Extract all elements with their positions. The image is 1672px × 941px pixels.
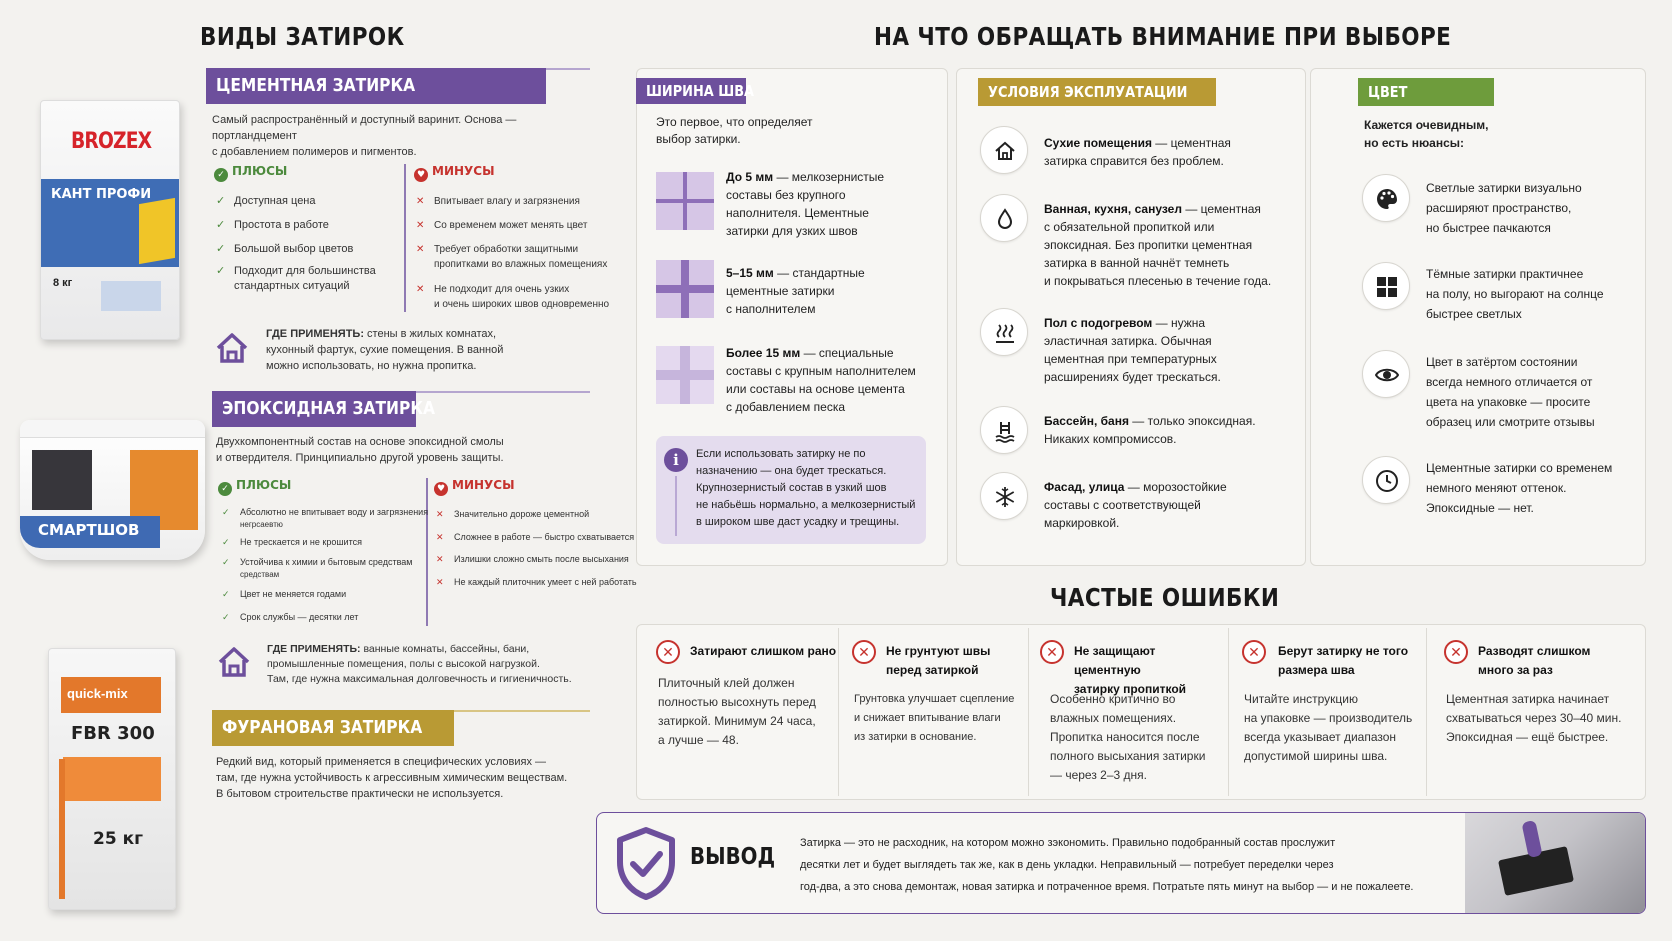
cement-plus-item: ✓ Доступная цена <box>216 195 316 207</box>
width-intro: Это первое, что определяет выбор затирки. <box>656 115 813 146</box>
color-intro: Кажется очевидным, но есть нюансы: <box>1364 118 1489 150</box>
width-item-narrow: До 5 мм — мелкозернистые составы без крупного наполнителя. Цементные затирки для узких швов <box>726 170 885 238</box>
brozex-logo: BROZEX <box>71 129 152 154</box>
trowel-photo <box>1465 813 1646 914</box>
width-item-wide: Более 15 мм — специальные составы с крупным наполнителем или составы на основе цемента с добавлением песка <box>726 346 916 414</box>
brozex-weight: 8 кг <box>53 277 73 289</box>
tile-narrow-joint-icon <box>656 172 714 230</box>
tile-medium-joint-icon <box>656 260 714 318</box>
cement-where-to-use: ГДЕ ПРИМЕНЯТЬ: стены в жилых комнатах, кухонный фартук, сухие помещения. В ванной можно использовать, но нужна пропитка. <box>266 328 504 372</box>
color-item-light: Светлые затирки визуально расширяют пространство, но быстрее пачкаются <box>1426 181 1582 235</box>
condition-facade: Фасад, улица — морозостойкие составы с соответствующей маркировкой. <box>1044 480 1227 530</box>
cement-minus-item: ✕ Впитывает влагу и загрязнения <box>416 196 580 207</box>
smartshov-logo: СМАРТШОВ <box>38 521 140 539</box>
epoxy-minus-item: ✕ Значительно дороже цементной <box>436 509 590 519</box>
product-brozex-bag <box>40 100 180 340</box>
color-item-dark: Тёмные затирки практичнее на полу, но выгорают на солнце быстрее светлых <box>1426 267 1604 321</box>
clock-icon <box>1362 456 1410 504</box>
epoxy-where-to-use: ГДЕ ПРИМЕНЯТЬ: ванные комнаты, бассейны, бани, промышленные помещения, полы с высокой нагрузкой. Там, где нужна максимальная долговечность и гигиеничность. <box>267 643 572 685</box>
shield-check-icon <box>614 826 678 900</box>
product-smartshov-bucket <box>20 420 205 560</box>
banner-cement: ЦЕМЕНТНАЯ ЗАТИРКА <box>206 68 546 104</box>
product-quickmix-bag <box>48 648 176 910</box>
epoxy-plus-item: ✓ Устойчива к химии и бытовым средствам средствам <box>222 557 413 579</box>
condition-wet-rooms: Ванная, кухня, санузел — цементная с обязательной пропиткой или эпоксидная. Без пропитки цементная затирка в ванной начнёт темнеть и покрываться плесенью в течение года. <box>1044 202 1272 288</box>
brozex-product-name: КАНТ ПРОФИ <box>51 187 152 202</box>
floor-heating-icon <box>980 308 1028 356</box>
palette-icon <box>1362 174 1410 222</box>
epoxy-plus-item: ✓ Цвет не меняется годами <box>222 589 347 599</box>
title-common-mistakes: ЧАСТЫЕ ОШИБКИ <box>1050 583 1280 612</box>
banner-color: ЦВЕТ <box>1358 78 1494 106</box>
quickmix-weight: 25 кг <box>93 829 143 849</box>
epoxy-description: Двухкомпонентный состав на основе эпоксидной смолы и отвердителя. Принципиально другой уровень защиты. <box>216 436 504 464</box>
title-what-to-consider: НА ЧТО ОБРАЩАТЬ ВНИМАНИЕ ПРИ ВЫБОРЕ <box>874 22 1452 51</box>
width-item-medium: 5–15 мм — стандартные цементные затирки с наполнителем <box>726 266 865 316</box>
color-item-aging: Цементные затирки со временем немного меняют оттенок. Эпоксидные — нет. <box>1426 461 1613 515</box>
cement-plus-item: ✓ Подходит для большинства стандартных ситуаций <box>216 265 376 292</box>
quickmix-product-name: FBR 300 <box>71 723 155 744</box>
cement-minus-heading: ♥ МИНУСЫ <box>414 164 495 182</box>
tile-wide-joint-icon <box>656 346 714 404</box>
cement-minus-item: ✕ Не подходит для очень узких и очень широких швов одновременно <box>416 284 610 310</box>
color-item-sample: Цвет в затёртом состоянии всегда немного отличается от цвета на упаковке — просите образец или смотрите отзывы <box>1426 355 1595 429</box>
drop-icon <box>980 194 1028 242</box>
banner-furan: ФУРАНОВАЯ ЗАТИРКА <box>212 710 454 746</box>
condition-dry-rooms: Сухие помещения — цементная затирка справится без проблем. <box>1044 136 1231 168</box>
width-note: i Если использовать затирку не по назначению — она будет трескаться. Крупнозернистый состав в узкий шов не набьёшь нормально, а мелкозернистый в широком шве даст усадку и трещины. <box>656 436 926 544</box>
epoxy-minus-item: ✕ Излишки сложно смыть после высыхания <box>436 554 629 564</box>
cement-plus-item: ✓ Большой выбор цветов <box>216 243 354 255</box>
banner-conditions: УСЛОВИЯ ЭКСПЛУАТАЦИИ <box>978 78 1216 106</box>
house-icon <box>216 644 252 680</box>
furan-description: Редкий вид, который применяется в специфических условиях — там, где нужна устойчивость к агрессивным химическим веществам. В бытовом строительстве практически не используется. <box>216 756 568 800</box>
conclusion-text: Затирка — это не расходник, на котором можно зэкономить. Правильно подобранный состав прослужит десятки лет и будет выглядеть так же, как в день укладки. Неправильный — потребует переделки через год-два, а это снова демонтаж, новая затирка и потраченное время. Потратьте пять минут на выбор — и не пожалеете. <box>800 837 1414 893</box>
title-grout-types: ВИДЫ ЗАТИРОК <box>200 22 405 51</box>
house-icon <box>214 330 250 366</box>
cement-plus-heading: ✓ ПЛЮСЫ <box>214 164 287 182</box>
pool-icon <box>980 406 1028 454</box>
info-icon: i <box>664 448 688 472</box>
banner-epoxy: ЭПОКСИДНАЯ ЗАТИРКА <box>212 391 416 427</box>
house-icon <box>980 126 1028 174</box>
epoxy-minus-item: ✕ Не каждый плиточник умеет с ней работать <box>436 577 637 587</box>
epoxy-plus-item: ✓ Не трескается и не крошится <box>222 537 362 547</box>
condition-pool-sauna: Бассейн, баня — только эпоксидная. Никаких компромиссов. <box>1044 414 1256 446</box>
condition-heated-floor: Пол с подогревом — нужна эластичная затирка. Обычная цементная при температурных расширениях будет трескаться. <box>1044 316 1221 384</box>
grid-icon <box>1362 262 1410 310</box>
eye-icon <box>1362 350 1410 398</box>
conclusion-title: ВЫВОД <box>690 844 776 870</box>
error-icon: ✕ <box>1242 640 1266 664</box>
epoxy-minus-item: ✕ Сложнее в работе — быстро схватывается <box>436 532 635 542</box>
cement-plus-item: ✓ Простота в работе <box>216 219 329 231</box>
banner-joint-width: ШИРИНА ШВА <box>636 78 746 104</box>
epoxy-plus-item: ✓ Абсолютно не впитывает воду и загрязнения негрсаевтю <box>222 507 429 529</box>
quickmix-logo: quick-mix <box>67 686 128 701</box>
epoxy-minus-heading: ♥ МИНУСЫ <box>434 478 515 496</box>
cement-minus-item: ✕ Со временем может менять цвет <box>416 220 588 231</box>
cement-description: Самый распространённый и доступный варинит. Основа — портландцемент с добавлением полимеров и пигментов. <box>212 114 517 158</box>
snowflake-icon <box>980 472 1028 520</box>
error-icon: ✕ <box>852 640 876 664</box>
error-icon: ✕ <box>1040 640 1064 664</box>
error-icon: ✕ <box>656 640 680 664</box>
cement-minus-item: ✕ Требует обработки защитными пропитками во влажных помещениях <box>416 244 608 270</box>
epoxy-plus-item: ✓ Срок службы — десятки лет <box>222 612 359 622</box>
error-icon: ✕ <box>1444 640 1468 664</box>
epoxy-plus-heading: ✓ ПЛЮСЫ <box>218 478 291 496</box>
